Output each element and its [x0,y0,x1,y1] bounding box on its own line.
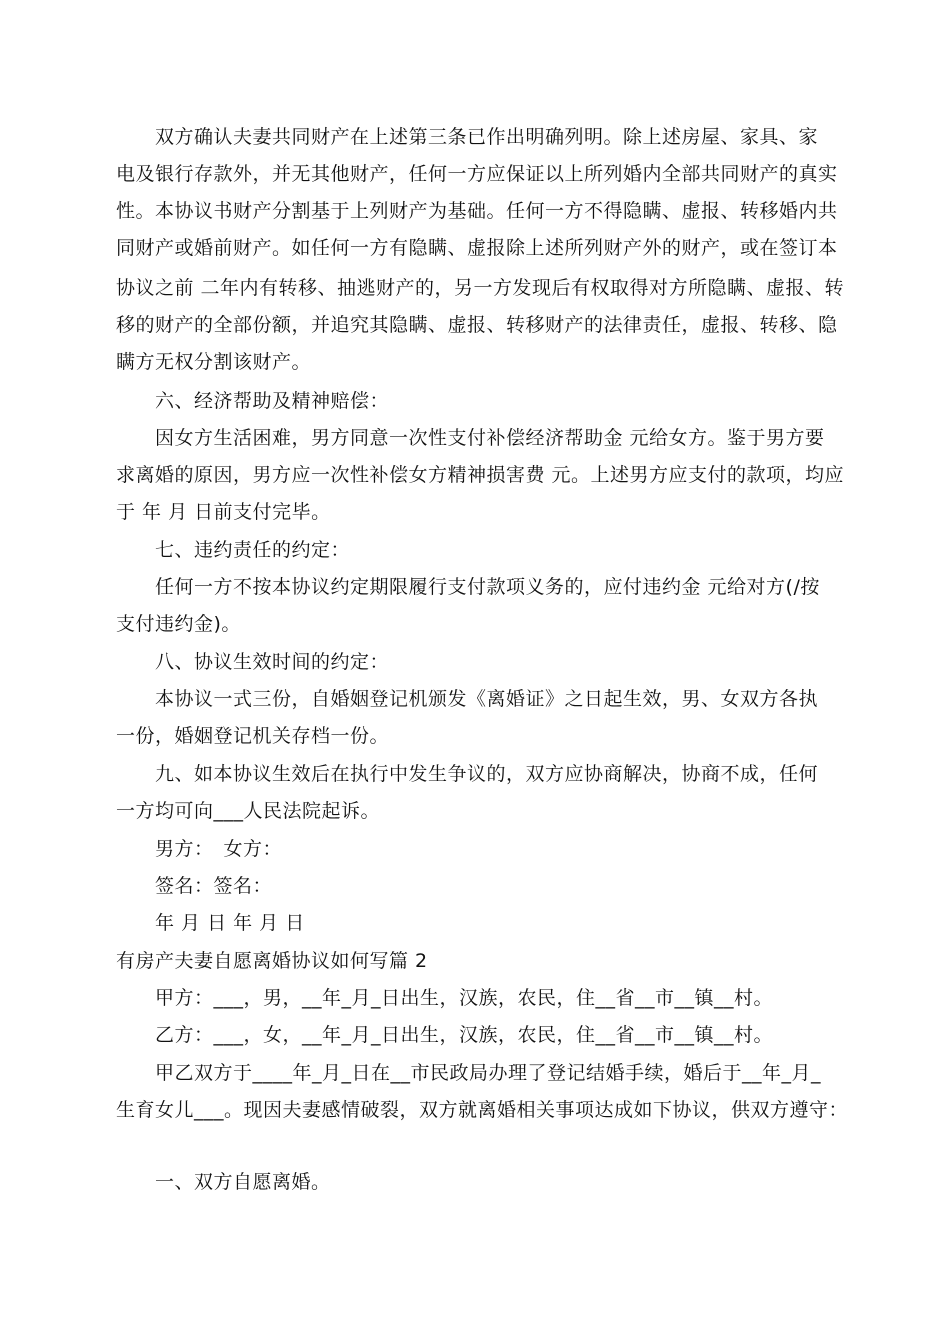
paragraph-line: 一方均可向___人民法院起诉。 [116,800,381,822]
party-b-info: 乙方：___，女，__年_月_日出生，汉族，农民，住__省__市__镇__村。 [116,1024,774,1046]
signature-labels: 签名：签名： [116,875,273,897]
section-heading: 一、双方自愿离婚。 [116,1171,331,1193]
paragraph-line: 本协议一式三份，自婚姻登记机颁发《离婚证》之日起生效，男、女双方各执 [116,688,819,710]
signature-parties: 男方： 女方： [116,838,283,860]
paragraph-line: 生育女儿___。现因夫妻感情破裂，双方就离婚相关事项达成如下协议，供双方遵守： [116,1099,849,1121]
paragraph-line: 任何一方不按本协议约定期限履行支付款项义务的，应付违约金 元给对方(/按 [116,576,820,598]
paragraph-line: 于 年 月 日前支付完毕。 [116,501,331,523]
paragraph-line: 一份，婚姻登记机关存档一份。 [116,725,390,747]
paragraph-line: 甲乙双方于____年_月_日在__市民政局办理了登记结婚手续，婚后于__年_月_ [116,1062,822,1084]
paragraph-line: 协议之前 二年内有转移、抽逃财产的，另一方发现后有权取得对方所隐瞒、虚报、转 [116,277,845,299]
paragraph-line: 同财产或婚前财产。如任何一方有隐瞒、虚报除上述所列财产外的财产，或在签订本 [116,237,838,259]
paragraph-line: 移的财产的全部份额，并追究其隐瞒、虚报、转移财产的法律责任，虚报、转移、隐 [116,314,838,336]
section-heading: 八、协议生效时间的约定： [116,651,390,673]
article-title: 有房产夫妻自愿离婚协议如何写篇 2 [116,950,428,972]
paragraph-line: 性。本协议书财产分割基于上列财产为基础。任何一方不得隐瞒、虚报、转移婚内共 [116,200,838,222]
paragraph-line: 支付违约金)。 [116,613,241,635]
paragraph-line: 九、如本协议生效后在执行中发生争议的，双方应协商解决，协商不成，任何 [116,763,819,785]
paragraph-line: 瞒方无权分割该财产。 [116,351,312,373]
party-a-info: 甲方：___，男，__年_月_日出生，汉族，农民，住__省__市__镇__村。 [116,987,774,1009]
paragraph-line: 双方确认夫妻共同财产在上述第三条已作出明确列明。除上述房屋、家具、家 [116,126,819,148]
signature-dates: 年 月 日 年 月 日 [116,912,305,934]
paragraph-line: 电及银行存款外，并无其他财产，任何一方应保证以上所列婚内全部共同财产的真实 [116,163,838,185]
paragraph-line: 因女方生活困难，男方同意一次性支付补偿经济帮助金 元给女方。鉴于男方要 [116,427,825,449]
section-heading: 六、经济帮助及精神赔偿： [116,390,390,412]
section-heading: 七、违约责任的约定： [116,539,351,561]
paragraph-line: 求离婚的原因，男方应一次性补偿女方精神损害费 元。上述男方应支付的款项，均应 [116,464,845,486]
